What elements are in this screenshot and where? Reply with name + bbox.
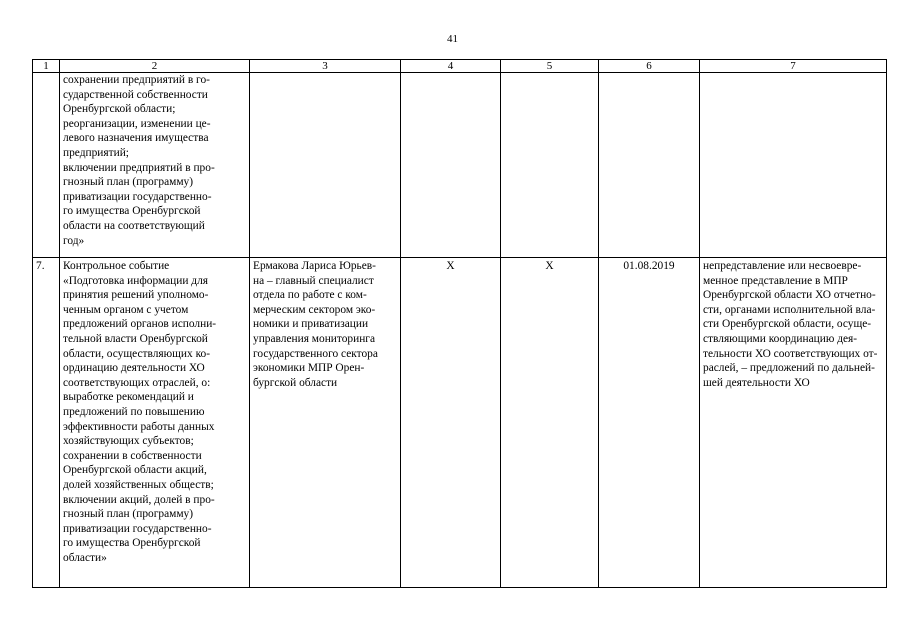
risk-description: непредставление или несвоевре- менное представление в МПР Оренбургской области ХО отчетно- сти, органами исполнительной вла- сти Оренбургской области, осуще- ствляющими координацию дея- тельности ХО соответствующих от- раслей, – предложений по дальней- шей деятельности ХО [700,258,887,588]
column-header: 4 [401,60,501,73]
table-row [33,73,887,258]
column-header: 1 [33,60,60,73]
column-header: 3 [250,60,401,73]
table-row [33,258,887,588]
plan-table [32,59,887,588]
event-description: Контрольное событие «Подготовка информации для принятия решений уполномо- ченным органом с учетом предложений органов исполни- тельной власти Оренбургской области, осуществляющих ко- ординацию деятельности ХО соответствующих отраслей, о: выработке рекомендаций и предложений по повышению эффективности работы данных хозяйствующих субъектов; сохранении в собственности Оренбургской области акций, долей хозяйственных обществ; включении акций, долей в про- гнозный план (программу) приватизации государственно- го имущества Оренбургской области» [60,258,250,588]
column-header: 6 [599,60,700,73]
row-number [33,73,60,258]
risk-description [700,73,887,258]
column-header: 7 [700,60,887,73]
row-number: 7. [33,258,60,588]
responsible-person: Ермакова Лариса Юрьев- на – главный специалист отдела по работе с ком- мерческим сектором эко- номики и приватизации управления мониторинга государственного сектора экономики МПР Орен- бургской области [250,258,401,588]
column-header: 2 [60,60,250,73]
end-date-cell: X [501,258,599,588]
end-date-cell [501,73,599,258]
control-date-cell: 01.08.2019 [599,258,700,588]
responsible-person [250,73,401,258]
start-date-cell: X [401,258,501,588]
event-description: сохранении предприятий в го- сударственной собственности Оренбургской области; реорганизации, изменении це- левого назначения имущества предприятий; включении предприятий в про- гнозный план (программу) приватизации государственно- го имущества Оренбургской области на соответствующий год» [60,73,250,258]
start-date-cell [401,73,501,258]
control-date-cell [599,73,700,258]
page-number: 41 [447,33,458,45]
column-header: 5 [501,60,599,73]
column-number-row [33,60,887,73]
